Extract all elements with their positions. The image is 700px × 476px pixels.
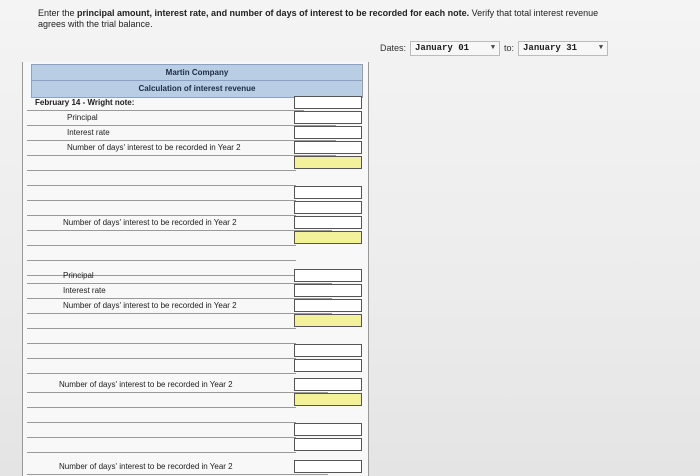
date-from-value: January 01	[415, 43, 470, 53]
label-interest-rate: Interest rate	[27, 126, 336, 141]
principal-input[interactable]	[294, 344, 362, 357]
principal-input[interactable]	[294, 111, 362, 124]
table-row	[27, 156, 296, 171]
instructions-tail: Verify that total interest revenue agrees with the trial balance.	[38, 8, 599, 29]
label-days-year2: Number of days' interest to be recorded in Year 2	[27, 460, 328, 475]
label-days-year2: Number of days' interest to be recorded in Year 2	[27, 216, 332, 231]
table-row	[27, 393, 296, 408]
interest-result-cell[interactable]	[294, 156, 362, 169]
chevron-down-icon: ▼	[490, 44, 496, 52]
table-row	[27, 171, 296, 186]
principal-input[interactable]	[294, 423, 362, 436]
label-days-year2: Number of days' interest to be recorded in Year 2	[27, 378, 328, 393]
to-label: to:	[504, 43, 515, 53]
interest-result-cell[interactable]	[294, 231, 362, 244]
date-range-bar	[380, 41, 608, 55]
days-year2-input[interactable]	[294, 299, 362, 312]
days-year2-input[interactable]	[294, 216, 362, 229]
chevron-down-icon: ▼	[598, 44, 604, 52]
table-row	[27, 344, 296, 359]
instructions-text	[38, 8, 608, 30]
label-interest-rate: Interest rate	[27, 284, 332, 299]
table-row	[27, 231, 296, 246]
section-header-wright: February 14 - Wright note:	[27, 96, 304, 111]
table-row	[27, 186, 296, 201]
table-row	[27, 408, 296, 423]
table-row	[27, 329, 296, 344]
interest-result-cell[interactable]	[294, 314, 362, 327]
table-row	[27, 423, 296, 438]
label-days-year2: Number of days' interest to be recorded in Year 2	[27, 141, 336, 156]
label-principal: Principal	[27, 111, 336, 126]
principal-input[interactable]	[294, 269, 362, 282]
table-row	[27, 246, 296, 261]
interest-rate-input[interactable]	[294, 438, 362, 451]
company-header: Martin Company	[31, 64, 363, 82]
date-to-value: January 31	[523, 43, 578, 53]
principal-input[interactable]	[294, 186, 362, 199]
date-to-select[interactable]	[518, 41, 608, 56]
label-days-year2: Number of days' interest to be recorded in Year 2	[27, 299, 332, 314]
date-from-select[interactable]	[410, 41, 500, 56]
cell-blank[interactable]	[294, 96, 362, 109]
interest-rate-input[interactable]	[294, 126, 362, 139]
interest-calculation-table	[22, 62, 369, 476]
table-row	[27, 314, 296, 329]
table-row	[27, 438, 296, 453]
interest-rate-input[interactable]	[294, 359, 362, 372]
table-subtitle: Calculation of interest revenue	[31, 80, 363, 98]
label-principal: Principal	[27, 269, 332, 284]
interest-result-cell[interactable]	[294, 393, 362, 406]
table-row	[27, 359, 296, 374]
dates-label: Dates:	[380, 43, 407, 53]
table-row	[27, 201, 296, 216]
interest-rate-input[interactable]	[294, 201, 362, 214]
instructions-bold: principal amount, interest rate, and number of days of interest to be recorded for each note.	[77, 8, 470, 18]
interest-rate-input[interactable]	[294, 284, 362, 297]
instructions-lead: Enter the	[38, 8, 78, 18]
days-year2-input[interactable]	[294, 378, 362, 391]
days-year2-input[interactable]	[294, 141, 362, 154]
days-year2-input[interactable]	[294, 460, 362, 473]
